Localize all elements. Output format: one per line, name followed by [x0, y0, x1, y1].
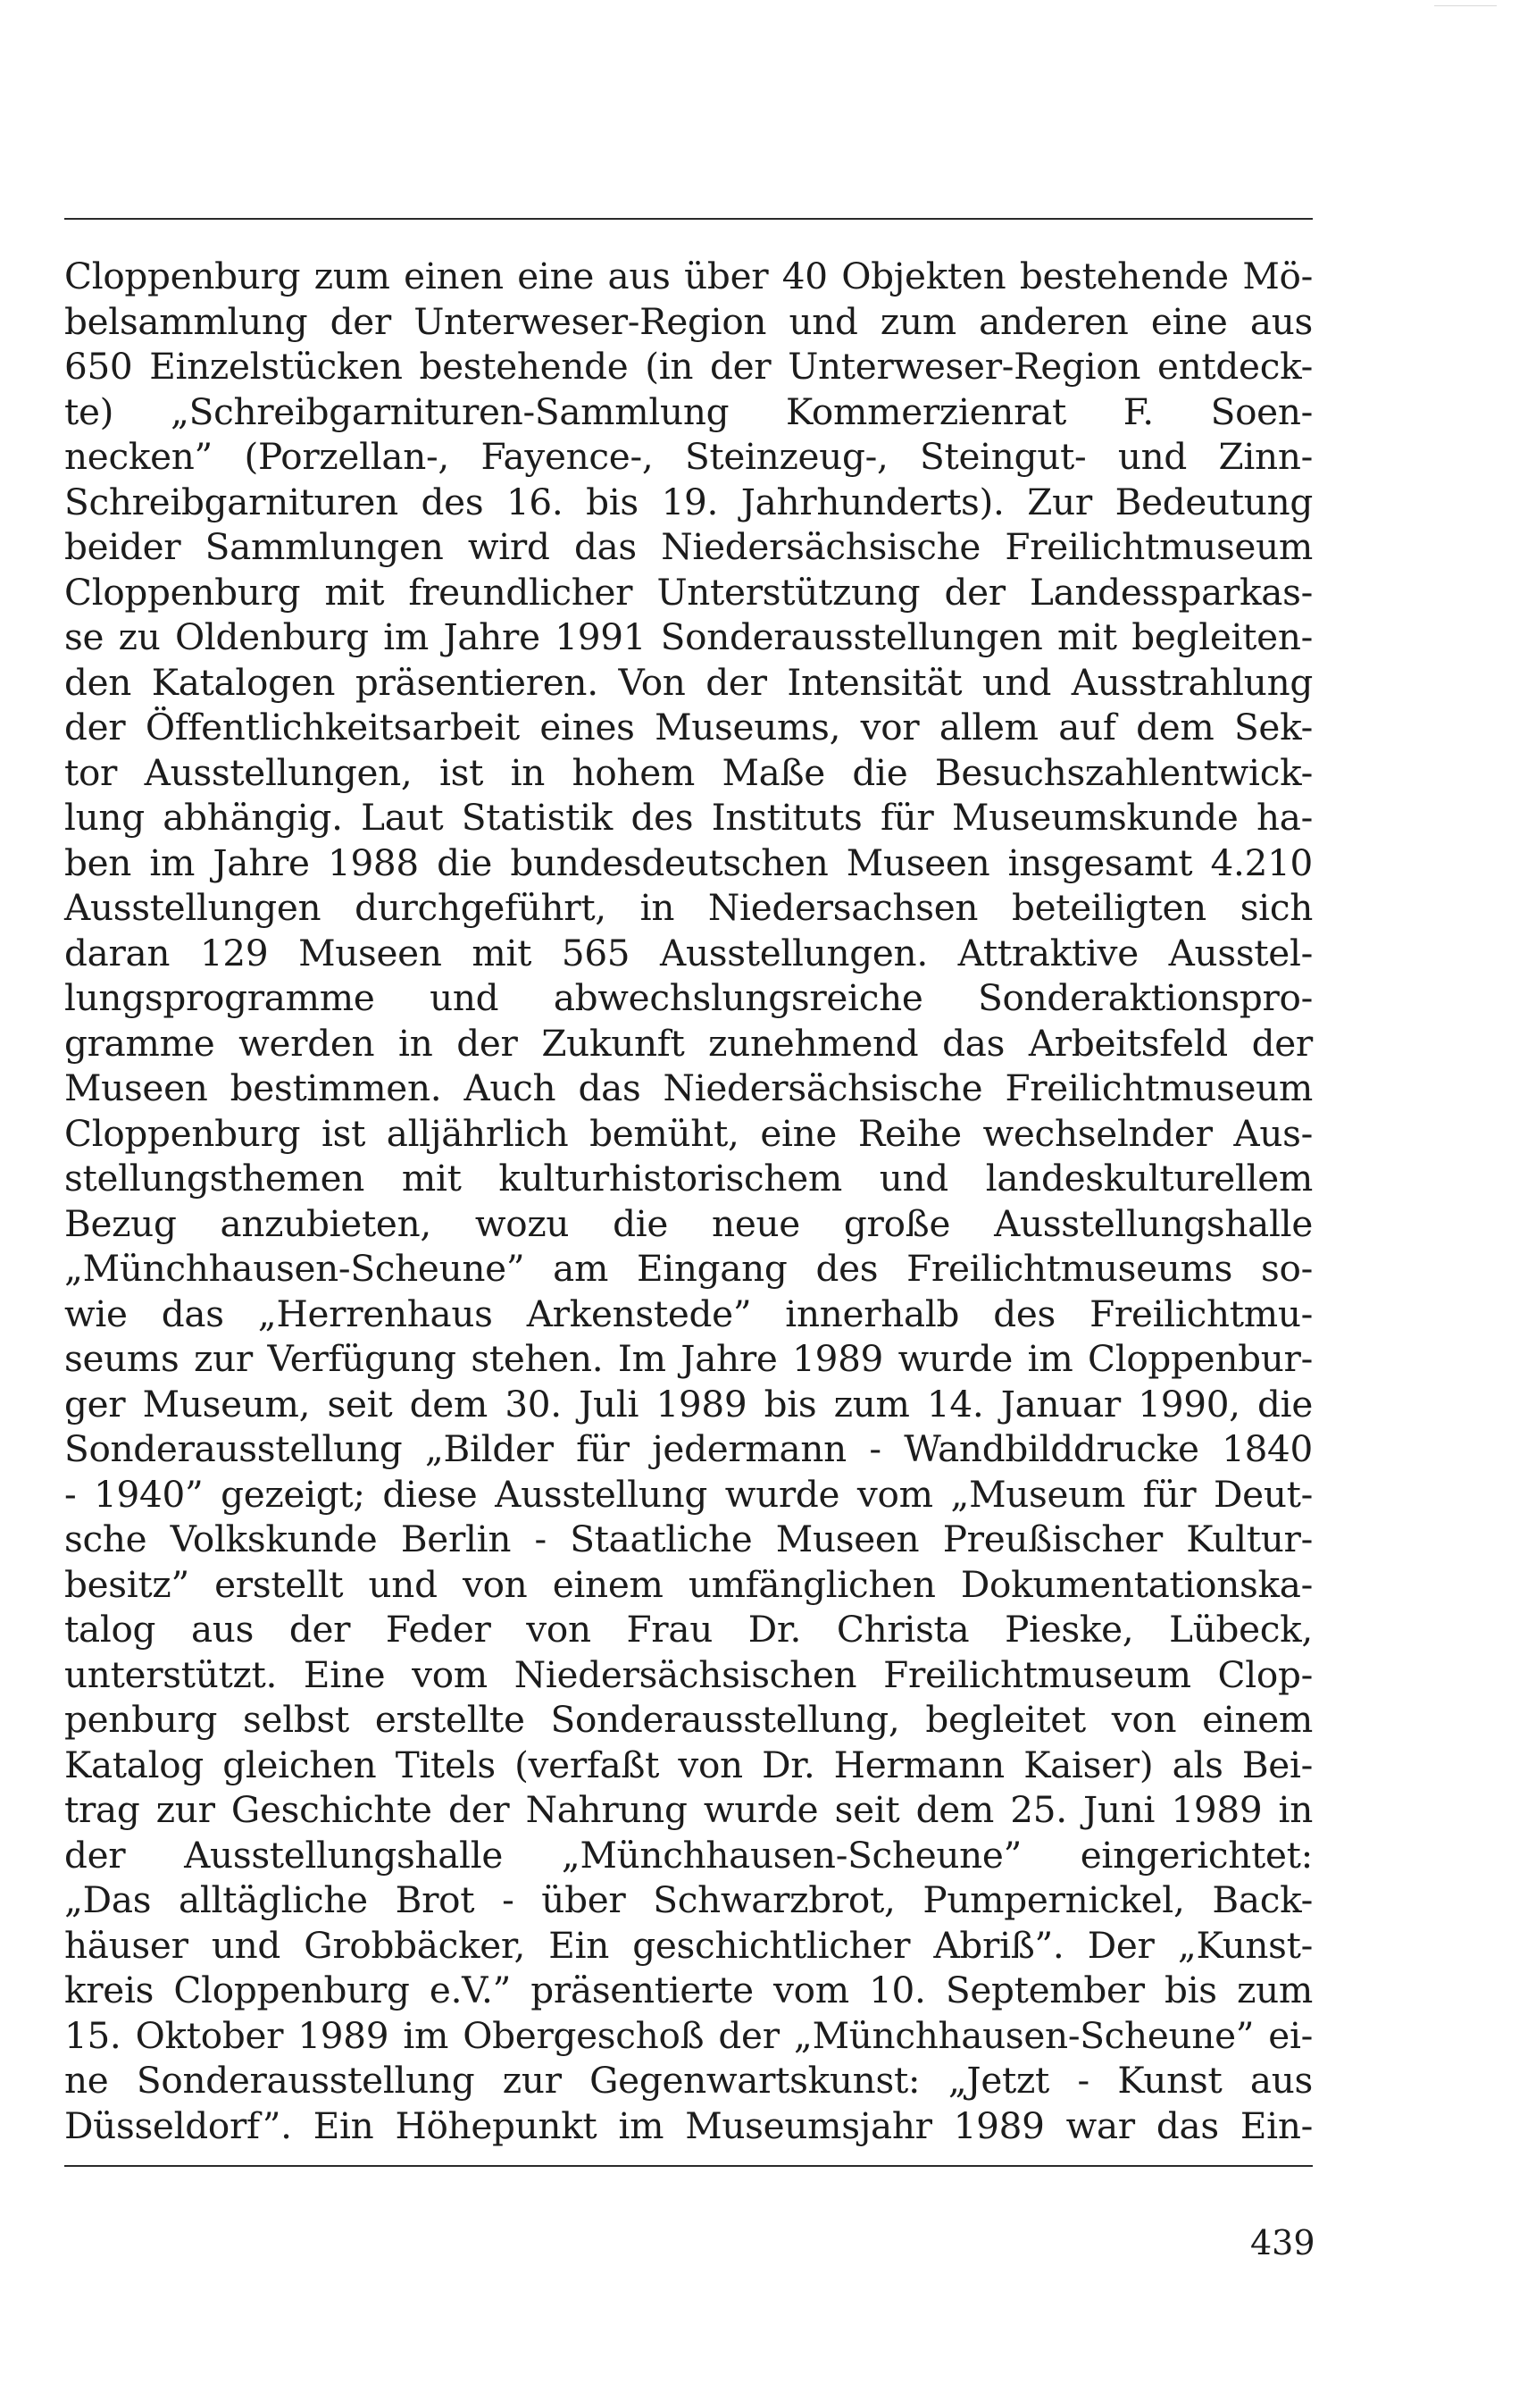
- text-line: Sonderausstellung „Bilder für jedermann - Wandbilddrucke 1840: [64, 1427, 1313, 1470]
- text-line: Schreibgarnituren des 16. bis 19. Jahrhunderts). Zur Bedeutung: [64, 480, 1313, 523]
- text-line: talog aus der Feder von Frau Dr. Christa Pieske, Lübeck,: [64, 1608, 1313, 1651]
- body-text: [64, 254, 1313, 2148]
- text-line: Cloppenburg zum einen eine aus über 40 Objekten bestehende Mö-: [64, 255, 1313, 297]
- text-line: 650 Einzelstücken bestehende (in der Unterweser-Region entdeck-: [64, 345, 1313, 388]
- text-line: belsammlung der Unterweser-Region und zum anderen eine aus: [64, 299, 1313, 343]
- text-line: den Katalogen präsentieren. Von der Intensität und Ausstrahlung: [64, 660, 1313, 704]
- text-line: tor Ausstellungen, ist in hohem Maße die Besuchszahlentwick-: [64, 750, 1313, 794]
- scan-edge-mark: [1434, 5, 1497, 6]
- text-line: stellungsthemen mit kulturhistorischem und landeskulturellem: [64, 1157, 1313, 1200]
- text-line: ger Museum, seit dem 30. Juli 1989 bis zum 14. Januar 1990, die: [64, 1382, 1313, 1426]
- text-line: der Ausstellungshalle „Münchhausen-Scheune” eingerichtet:: [64, 1833, 1313, 1877]
- text-line: Katalog gleichen Titels (verfaßt von Dr. Hermann Kaiser) als Bei-: [64, 1743, 1313, 1786]
- text-line: Bezug anzubieten, wozu die neue große Ausstellungshalle: [64, 1201, 1313, 1245]
- text-line: besitz” erstellt und von einem umfänglichen Dokumentationska-: [64, 1562, 1313, 1606]
- text-line: der Öffentlichkeitsarbeit eines Museums, vor allem auf dem Sek-: [64, 706, 1313, 748]
- text-line: wie das „Herrenhaus Arkenstede” innerhalb des Freilichtmu-: [64, 1292, 1313, 1335]
- text-line: häuser und Grobbäcker, Ein geschichtlicher Abriß”. Der „Kunst-: [64, 1923, 1313, 1967]
- text-line: „Das alltägliche Brot - über Schwarzbrot, Pumpernickel, Back-: [64, 1878, 1313, 1921]
- text-line: sche Volkskunde Berlin - Staatliche Museen Preußischer Kultur-: [64, 1518, 1313, 1560]
- text-line: Düsseldorf”. Ein Höhepunkt im Museumsjahr 1989 war das Ein-: [64, 2103, 1313, 2147]
- text-line: daran 129 Museen mit 565 Ausstellungen. Attraktive Ausstel-: [64, 931, 1313, 974]
- text-line: kreis Cloppenburg e.V.” präsentierte vom 10. September bis zum: [64, 1969, 1313, 2011]
- text-line: unterstützt. Eine vom Niedersächsischen Freilichtmuseum Clop-: [64, 1652, 1313, 1696]
- text-line: Ausstellungen durchgeführt, in Niedersachsen beteiligten sich: [64, 886, 1313, 929]
- header-rule: [64, 218, 1313, 220]
- text-line: necken” (Porzellan-, Fayence-, Steinzeug-, Steingut- und Zinn-: [64, 435, 1313, 478]
- text-line: 15. Oktober 1989 im Obergeschoß der „Münchhausen-Scheune” ei-: [64, 2013, 1313, 2057]
- text-line: ben im Jahre 1988 die bundesdeutschen Museen insgesamt 4.210: [64, 840, 1313, 884]
- text-line: lungsprogramme und abwechslungsreiche Sonderaktionspro-: [64, 976, 1313, 1019]
- text-line: trag zur Geschichte der Nahrung wurde seit dem 25. Juni 1989 in: [64, 1788, 1313, 1831]
- text-line: lung abhängig. Laut Statistik des Instituts für Museumskunde ha-: [64, 796, 1313, 839]
- text-line: te) „Schreibgarnituren-Sammlung Kommerzienrat F. Soen-: [64, 389, 1313, 433]
- text-line: seums zur Verfügung stehen. Im Jahre 1989 wurde im Cloppenbur-: [64, 1337, 1313, 1380]
- text-line: Cloppenburg ist alljährlich bemüht, eine Reihe wechselnder Aus-: [64, 1111, 1313, 1155]
- text-line: Cloppenburg mit freundlicher Unterstützung der Landessparkas-: [64, 570, 1313, 614]
- text-line: Museen bestimmen. Auch das Niedersächsische Freilichtmuseum: [64, 1066, 1313, 1109]
- footer-rule: [64, 2165, 1313, 2167]
- text-line: - 1940” gezeigt; diese Ausstellung wurde vom „Museum für Deut-: [64, 1472, 1313, 1516]
- text-line: „Münchhausen-Scheune” am Eingang des Freilichtmuseums so-: [64, 1247, 1313, 1290]
- text-line: se zu Oldenburg im Jahre 1991 Sonderausstellungen mit begleiten-: [64, 615, 1313, 658]
- page-number: 439: [1250, 2223, 1315, 2262]
- text-line: penburg selbst erstellte Sonderausstellung, begleitet von einem: [64, 1698, 1313, 1741]
- text-line: beider Sammlungen wird das Niedersächsische Freilichtmuseum: [64, 525, 1313, 568]
- text-line: ne Sonderausstellung zur Gegenwartskunst: „Jetzt - Kunst aus: [64, 2059, 1313, 2102]
- text-line: gramme werden in der Zukunft zunehmend das Arbeitsfeld der: [64, 1021, 1313, 1065]
